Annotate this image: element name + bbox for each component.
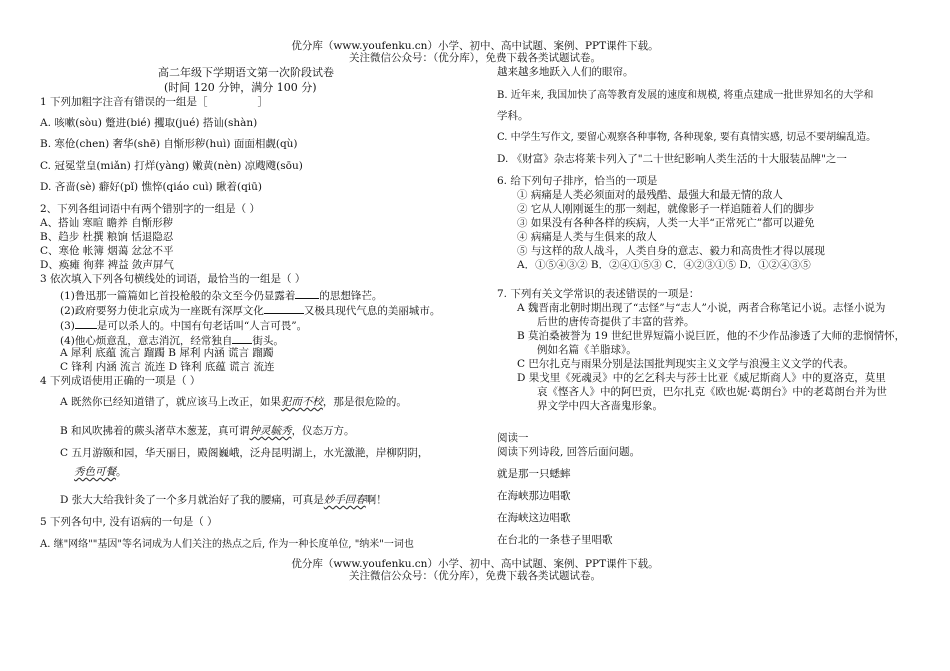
question-1-option-d: D. 吝啬(sè) 癖好(pǐ) 憔悴(qiáo cuì) 瞅着(qiū) [40, 181, 263, 193]
question-6-item: ① 病痛是人类必须面对的最残酷、最强大和最无情的敌人 [517, 189, 783, 201]
question-3-sentence-4 [60, 333, 284, 348]
question-6-item: ② 它从人刚刚诞生的那一刻起，就像影子一样追随着人们的脚步 [517, 203, 815, 215]
sentence-text: 又极具现代气息的美丽城市。 [303, 305, 441, 317]
question-5-option-c: C. 中学生写作文, 要留心观察各种事物, 各种现象, 要有真情实感, 切忌不要胡编乱造。 [497, 132, 877, 143]
sentence-text: (1)鲁迅那一篇篇如匕首投枪般的杂文至今仍显露着 [60, 290, 296, 302]
question-3-options-cd: C 锋利 内涵 流言 流连 D 锋利 底蕴 谎言 流连 [60, 361, 275, 373]
header-line: 优分库（www.youfenku.cn）小学、初中、高中试题、案例、PPT课件下载。 [291, 40, 659, 52]
question-5-option-d: D. 《财富》杂志将莱卡列入了"二十世纪影响人类生活的十大服装品牌"之一 [497, 153, 847, 165]
question-7-option-d-cont: 哀《悭吝人》中的阿巴贡，巴尔扎克《欧也妮·葛朗台》中的老葛朗台并为世 [537, 386, 887, 398]
question-7-option-c: C 巴尔扎克与雨果分别是法国批判现实主义文学与浪漫主义文学的代表。 [517, 358, 854, 370]
page-header [0, 40, 950, 64]
footer-line: 优分库（www.youfenku.cn）小学、初中、高中试题、案例、PPT课件下载。 [291, 558, 659, 570]
question-6-item: ④ 病痛是人类与生俱来的敌人 [517, 231, 657, 243]
question-1-stem-end: ］ [257, 96, 269, 108]
blank-line [75, 318, 97, 329]
question-2-option-d: D、痪瘫 徇葬 裨益 敛声屏气 [40, 259, 174, 271]
question-5-stem: 5 下列各句中, 没有语病的一句是（ ） [40, 516, 218, 528]
option-text: ，仪态万方。 [291, 425, 355, 437]
blank-line [232, 333, 252, 344]
blank-line [264, 303, 304, 314]
idiom: 犯而不校 [280, 396, 323, 408]
question-6-options: A．①⑤④③② B．②④①⑤③ C．④②③①⑤ D．①②④③⑤ [517, 259, 811, 271]
question-3-sentence-3 [60, 318, 307, 333]
question-1-stem: 1 下列加粗字注音有错误的一组是［ [40, 96, 208, 108]
question-6-stem: 6. 给下列句子排序，恰当的一项是 [497, 175, 658, 187]
option-text: 啊！ [365, 494, 387, 506]
question-1-option-a: A. 咳嗽(sòu) 蹩进(bié) 攫取(jué) 搭讪(shàn) [40, 117, 258, 129]
question-4-option-b [60, 425, 355, 438]
reading-instruction: 阅读下列诗段, 回答后面问题。 [497, 446, 641, 458]
question-6-item: ⑤ 与这样的敌人战斗，人类自身的意志、毅力和高贵性才得以展现 [517, 245, 825, 257]
question-3-stem: 3 依次填入下列各句横线处的词语，最恰当的一组是（ ） [40, 273, 306, 285]
poem-line: 在海峡那边唱歌 [497, 490, 571, 502]
poem-line: 就是那一只蟋蟀 [497, 468, 571, 480]
sentence-text: 的思想锋芒。 [319, 290, 383, 302]
question-7-option-b: B 莫泊桑被誉为 19 世纪世界短篇小说巨匠，他的不少作品渗透了大师的悲悯情怀， [517, 330, 906, 342]
idiom: 秀色可餐 [74, 466, 116, 478]
poem-line: 在台北的一条巷子里唱歌 [497, 534, 613, 546]
question-5-option-a: A. 继"网络""基因"等名词成为人们关注的热点之后, 作为一种长度单位, "纳米"一词也 [40, 539, 414, 550]
option-text: 。 [116, 466, 127, 478]
idiom: 钟灵毓秀 [249, 425, 292, 437]
header-line: 关注微信公众号：（优分库），免费下载各类试题试卷。 [349, 52, 601, 64]
question-7-option-b-cont: 例如名篇《羊脂球》。 [537, 344, 637, 356]
option-text: ，那是很危险的。 [322, 396, 407, 408]
question-4-option-c: C 五月游颐和园，华天丽日，殿阁巍峨，泛舟昆明湖上，水光激滟，岸柳阴阴， [60, 447, 429, 459]
poem-line: 在海峡这边唱歌 [497, 512, 571, 524]
question-4-stem: 4 下列成语使用正确的一项是（ ） [40, 375, 201, 387]
option-text: B 和风吹拂着的蕨头渚草木葱茏，真可谓 [60, 425, 250, 437]
question-3-sentence-2 [60, 303, 440, 318]
question-7-option-a: A 魏晋南北朝时期出现了“志怪”与“志人”小说，两者合称笔记小说。志怪小说为 [517, 302, 886, 314]
page-footer [0, 558, 950, 582]
question-7-option-d: D 果戈里《死魂灵》中的乞乞科夫与莎士比亚《威尼斯商人》中的夏洛克，莫里 [517, 372, 886, 384]
question-4-option-d [60, 494, 387, 507]
question-6-item: ③ 如果没有各种各样的疾病，人类一大半“正常死亡”都可以避免 [517, 217, 815, 229]
question-1-option-c: C. 冠冕堂皇(miǎn) 打烊(yàng) 嫩黄(nèn) 凉飕飕(sōu) [40, 160, 303, 172]
question-5-option-b: B. 近年来, 我国加快了高等教育发展的速度和规模, 将重点建成一批世界知名的大学和 [497, 90, 874, 101]
question-4-option-c-cont [74, 466, 127, 479]
sentence-text: (4)他心烦意乱，意志消沉，经常独自 [60, 335, 233, 347]
option-text: D 张大大给我针灸了一个多月就治好了我的腰痛，可真是 [60, 494, 324, 506]
reading-heading: 阅读一 [497, 432, 529, 444]
question-2-option-a: A、搭讪 寒暄 瞻养 自惭形秽 [40, 217, 174, 229]
sentence-text: (2)政府要努力使北京成为一座既有深厚文化 [60, 305, 264, 317]
option-text: A 既然你已经知道错了，就应该马上改正，如果 [60, 396, 281, 408]
footer-line: 关注微信公众号：（优分库），免费下载各类试题试卷。 [349, 570, 601, 582]
blank-line [295, 288, 319, 299]
question-4-option-a [60, 396, 407, 409]
question-2-option-b: B、趋步 杜撰 粮饷 恬退隐忍 [40, 231, 174, 243]
question-2-option-c: C、寒伧 帐簿 烟蔼 忿忿不平 [40, 245, 174, 257]
question-7-stem: 7. 下列有关文学常识的表述错误的一项是： [497, 288, 700, 300]
sentence-text: (3) [60, 320, 75, 332]
question-1 [40, 96, 268, 109]
exam-subtitle: (时间 120 分钟，满分 100 分) [164, 81, 317, 94]
question-3-sentence-1 [60, 288, 382, 303]
idiom: 妙手回春 [323, 494, 366, 506]
question-3-options-ab: A 犀利 底蕴 流言 蹓躅 B 犀利 内涵 谎言 蹓躅 [60, 347, 274, 359]
exam-title: 高二年级下学期语文第一次阶段试卷 [158, 66, 334, 79]
question-5-option-a-cont: 越来越多地跃入人们的眼帘。 [497, 66, 634, 78]
question-7-option-a-cont: 后世的唐传奇提供了丰富的营养。 [537, 316, 695, 328]
question-5-option-b-cont: 学科。 [497, 110, 529, 122]
question-2-stem: 2、下列各组词语中有两个错别字的一组是（ ） [40, 203, 261, 215]
sentence-text: 是可以杀人的。中国有句老话叫“人言可畏”。 [96, 320, 308, 332]
question-7-option-d-cont: 界文学中四大吝啬鬼形象。 [537, 400, 663, 412]
sentence-text: 街头。 [252, 335, 284, 347]
question-1-option-b: B. 寒伧(chen) 奢华(shē) 自惭形秽(huì) 面面相觑(qù) [40, 138, 298, 150]
